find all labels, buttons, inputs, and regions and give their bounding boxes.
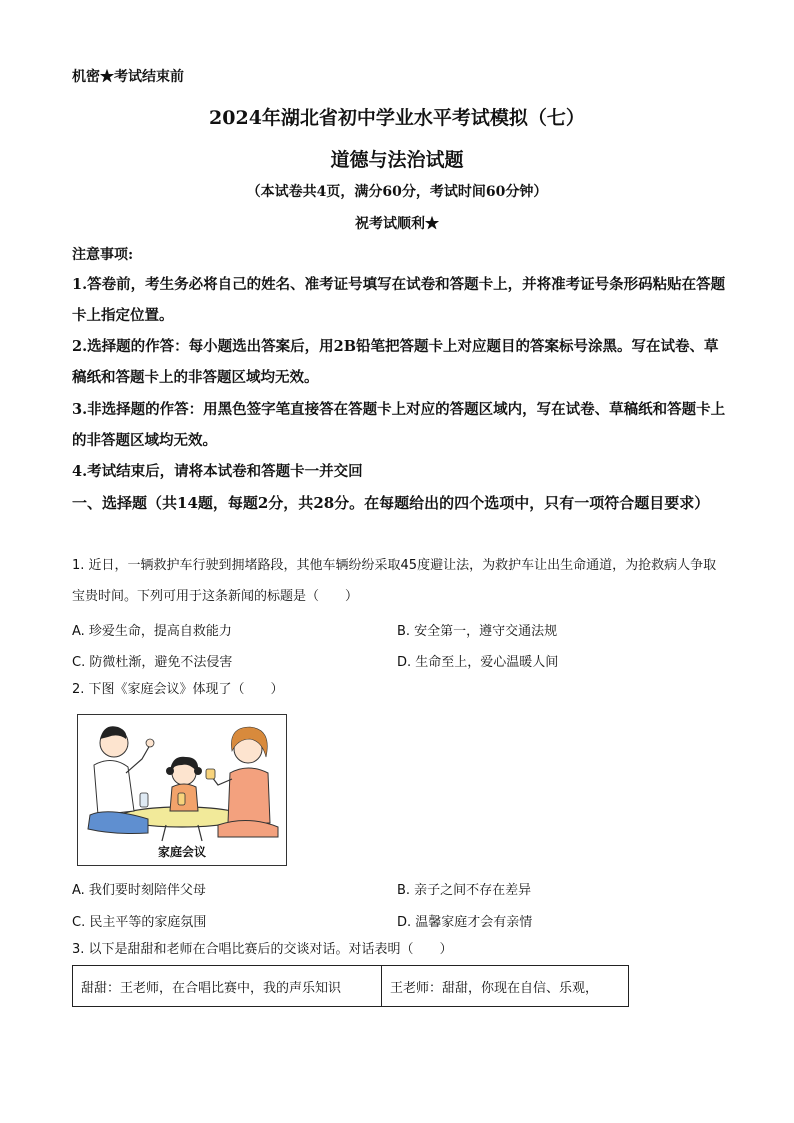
subject-title: 道德与法治试题 [330, 149, 464, 171]
question-1-option-b: B. 安全第一，遵守交通法规 [397, 624, 558, 639]
exam-title: 2024年湖北省初中学业水平考试模拟（七） [209, 107, 585, 129]
table-row [73, 966, 629, 1007]
dialog-student-cell: 甜甜：王老师，在合唱比赛中，我的声乐知识 [73, 966, 382, 1007]
note-item-4: 4.考试结束后，请将本试卷和答题卡一并交回 [72, 463, 363, 480]
notes-heading: 注意事项: [72, 247, 134, 263]
question-1-option-c: C. 防微杜渐，避免不法侵害 [72, 655, 233, 670]
note-item-3: 3.非选择题的作答：用黑色签字笔直接答在答题卡上对应的答题区域内，写在试卷、草稿纸和答题卡上的非答题区域均无效。 [72, 401, 726, 449]
confidential-label: 机密★考试结束前 [72, 69, 184, 85]
question-1-option-d: D. 生命至上，爱心温暖人间 [397, 655, 559, 670]
question-1-stem: 1. 近日，一辆救护车行驶到拥堵路段，其他车辆纷纷采取45度避让法，为救护车让出生命通道，为抢救病人争取宝贵时间。下列可用于这条新闻的标题是（ ） [72, 558, 717, 604]
question-2-option-a: A. 我们要时刻陪伴父母 [72, 883, 206, 898]
section-1-heading: 一、选择题（共14题，每题2分，共28分。在每题给出的四个选项中，只有一项符合题目要求） [72, 494, 710, 512]
question-2-option-b: B. 亲子之间不存在差异 [397, 883, 532, 898]
question-2-option-d: D. 温馨家庭才会有亲情 [397, 915, 533, 930]
question-2-stem: 2. 下图《家庭会议》体现了（ ） [72, 682, 284, 697]
figure-caption: 家庭会议 [157, 845, 206, 859]
note-item-1: 1.答卷前，考生务必将自己的姓名、准考证号填写在试卷和答题卡上，并将准考证号条形码粘贴在答题卡上指定位置。 [72, 276, 726, 324]
exam-info: （本试卷共4页，满分60分，考试时间60分钟） [246, 184, 548, 200]
question-2-option-c: C. 民主平等的家庭氛围 [72, 915, 207, 930]
family-meeting-illustration [77, 714, 287, 866]
dialog-table [72, 965, 629, 1007]
dialog-teacher-cell: 王老师：甜甜，你现在自信、乐观， [382, 966, 629, 1007]
good-luck-line: 祝考试顺利★ [355, 216, 439, 232]
question-1-option-a: A. 珍爱生命，提高自救能力 [72, 624, 232, 639]
question-3-stem: 3. 以下是甜甜和老师在合唱比赛后的交谈对话。对话表明（ ） [72, 942, 453, 957]
note-item-2: 2.选择题的作答：每小题选出答案后，用2B铅笔把答题卡上对应题目的答案标号涂黑。写在试卷、草稿纸和答题卡上的非答题区域均无效。 [72, 338, 719, 386]
